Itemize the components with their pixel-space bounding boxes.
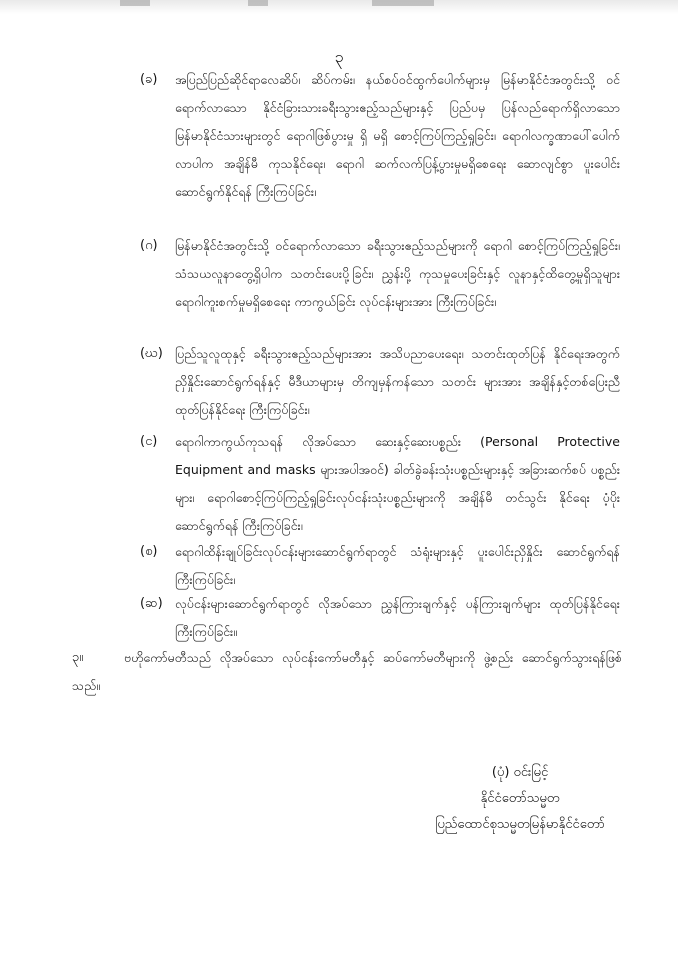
list-item-text: လုပ်ငန်းများဆောင်ရွက်ရာတွင် လိုအပ်သော ညွှန်ကြားချက်နှင့် ပန်ကြားချက်များ ထုတ်ပြန်နိုင်ရေး ကြီးကြပ်ခြင်း။ (175, 596, 620, 639)
list-item (140, 428, 620, 540)
list-item-marker: (ဂ) (140, 238, 158, 253)
list-item (140, 340, 620, 424)
list-item-marker: (ခ) (140, 72, 158, 87)
list-item-marker: (င) (140, 434, 158, 449)
list-item (140, 66, 620, 206)
list-item-text: မြန်မာနိုင်ငံအတွင်းသို့ ဝင်ရောက်လာသော ခရီးသွားဧည့်သည်များကို ရောဂါ စောင့်ကြပ်ကြည့်ရှုခြင်း၊ သံသယလူနာတွေ့ရှိပါက သတင်းပေးပို့ခြင်း၊ ညွှန်းပို့ ကုသမှုပေးခြင်းနှင့် လူနာနှင့်ထိတွေ့မှုရှိသူများ ရောဂါကူးစက်မှုမရှိစေရေး ကာကွယ်ခြင်း လုပ်ငန်းများအား ကြီးကြပ်ခြင်း၊ (175, 238, 620, 309)
closing-paragraph (72, 644, 622, 700)
list-item (140, 232, 620, 316)
scan-top-edge (0, 0, 678, 14)
signatory-title: နိုင်ငံတော်သမ္မတ (480, 791, 560, 806)
list-item-text: ရောဂါထိန်းချုပ်ခြင်းလုပ်ငန်းများဆောင်ရွက်ရာတွင် သံရုံးများနှင့် ပူးပေါင်းညှိနှိုင်း ဆောင်ရွက်ရန် ကြီးကြပ်ခြင်း၊ (175, 544, 620, 587)
list-item-text: ရောဂါကာကွယ်ကုသရန် လိုအပ်သော ဆေးနှင့်ဆေးပစ္စည်း (Personal Protective Equipment and masks များအပါအဝင်) ခါတ်ခွဲခန်းသုံးပစ္စည်းများနှင့် အခြားဆက်စပ် ပစ္စည်းများ၊ ရောဂါစောင့်ကြပ်ကြည့်ရှုခြင်းလုပ်ငန်းသုံးပစ္စည်းများကို အချိန်မီ တင်သွင်း နိုင်ရေး ပံ့ပိုးဆောင်ရွက်ရန် ကြီးကြပ်ခြင်း၊ (175, 434, 620, 533)
page-number: ၃ (334, 47, 344, 66)
list-item (140, 590, 620, 646)
list-item (140, 538, 620, 594)
signatory-state: ပြည်ထောင်စုသမ္မတမြန်မာနိုင်ငံတော် (435, 817, 605, 832)
paragraph-number: ၃။ (72, 650, 84, 665)
signature-block (400, 760, 640, 838)
signatory-name: (ပုံ) ဝင်းမြင့် (491, 765, 549, 780)
list-item-text: ပြည်သူလူထုနှင့် ခရီးသွားဧည့်သည်များအား အသိပညာပေးရေး၊ သတင်းထုတ်ပြန် နိုင်ရေးအတွက် ညှိနှိုင်းဆောင်ရွက်ရန်နှင့် မီဒီယာများမှ တိကျမှန်ကန်သော သတင်း များအား အချိန်နှင့်တစ်ပြေးညီ ထုတ်ပြန်နိုင်ရေး ကြီးကြပ်ခြင်း၊ (175, 346, 620, 417)
list-item-text: အပြည်ပြည်ဆိုင်ရာလေဆိပ်၊ ဆိပ်ကမ်း၊ နယ်စပ်ဝင်ထွက်ပေါက်များမှ မြန်မာနိုင်ငံအတွင်းသို့ ဝင်ရောက်လာသော နိုင်ငံခြားသားခရီးသွားဧည့်သည်များနှင့် ပြည်ပမှ ပြန်လည်ရောက်ရှိလာသော မြန်မာနိုင်ငံသားများတွင် ရောဂါဖြစ်ပွားမှု ရှိ မရှိ စောင့်ကြပ်ကြည့်ရှုခြင်း၊ ရောဂါလက္ခဏာပေါ်ပေါက်လာပါက အချိန်မီ ကုသနိုင်ရေး၊ ရောဂါ ဆက်လက်ပြန့်ပွားမှုမရှိစေရေး ဆောလျင်စွာ ပူးပေါင်းဆောင်ရွက်နိုင်ရန် ကြီးကြပ်ခြင်း၊ (175, 72, 620, 199)
list-item-marker: (စ) (140, 544, 158, 559)
list-item-marker: (ဃ) (140, 346, 163, 361)
paragraph-text: ဗဟိုကော်မတီသည် လိုအပ်သော လုပ်ငန်းကော်မတီနှင့် ဆပ်ကော်မတီများကို ဖွဲ့စည်း ဆောင်ရွက်သွားရန်ဖြစ်သည်။ (72, 650, 622, 693)
list-item-marker: (ဆ) (140, 596, 163, 611)
